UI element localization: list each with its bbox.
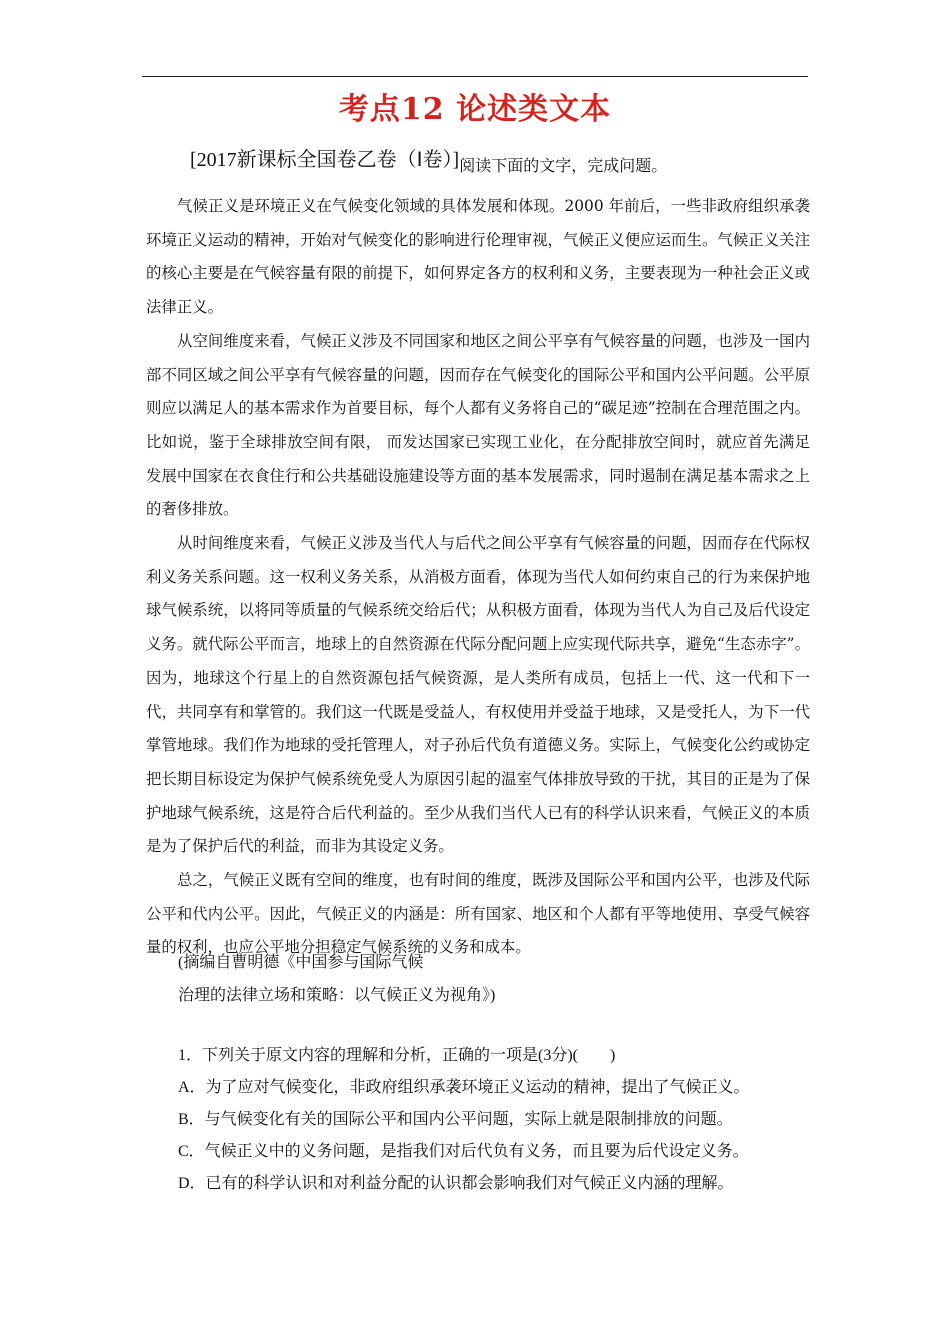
question-block bbox=[178, 1040, 818, 1200]
option-b: B．与气候变化有关的国际公平和国内公平问题，实际上就是限制排放的问题。 bbox=[178, 1111, 733, 1128]
passage-paragraph: 总之，气候正义既有空间的维度，也有时间的维度，既涉及国际公平和国内公平，也涉及代际公平和代内公平。因此，气候正义的内涵是：所有国家、地区和个人都有平等地使用、享受气候容量的权利，也应公平地分担稳定气候系统的义务和成本。 bbox=[146, 871, 810, 957]
citation-line: 治理的法律立场和策略：以气候正义为视角》) bbox=[178, 987, 496, 1004]
passage bbox=[146, 190, 810, 965]
passage-paragraph: 气候正义是环境正义在气候变化领域的具体发展和体现。2000 年前后，一些非政府组织承袭环境正义运动的精神，开始对气候变化的影响进行伦理审视，气候正义便应运而生。气候正义关注的核心主要是在气候容量有限的前提下，如何界定各方的权利和义务，主要表现为一种社会正义或法律正义。 bbox=[146, 197, 810, 317]
option-d: D．已有的科学认识和对利益分配的认识都会影响我们对气候正义内涵的理解。 bbox=[178, 1175, 734, 1192]
question-stem: 1．下列关于原文内容的理解和分析，正确的一项是(3分)( ) bbox=[178, 1047, 616, 1064]
passage-paragraph: 从空间维度来看，气候正义涉及不同国家和地区之间公平享有气候容量的问题，也涉及一国内部不同区域之间公平享有气候容量的问题，因而存在气候变化的国际公平和国内公平问题。公平原则应以满足人的基本需求作为首要目标，每个人都有义务将自己的“碳足迹”控制在合理范围之内。比如说，鉴于全球排放空间有限， 而发达国家已实现工业化，在分配排放空间时，就应首先满足发展中国家在衣食住行和公共基础设施建设等方面的基本发展需求，同时遏制在满足基本需求之上的奢侈排放。 bbox=[146, 331, 810, 519]
exam-source: [2017新课标全国卷乙卷（Ⅰ卷）] bbox=[190, 149, 460, 171]
citation bbox=[178, 946, 818, 1012]
passage-paragraph: 从时间维度来看，气候正义涉及当代人与后代之间公平享有气候容量的问题，因而存在代际权利义务关系问题。这一权利义务关系，从消极方面看，体现为当代人如何约束自己的行为来保护地球气候系统，以将同等质量的气候系统交给后代；从积极方面看，体现为当代人为自己及后代设定义务。就代际公平而言，地球上的自然资源在代际分配问题上应实现代际共享，避免“生态赤字”。因为，地球这个行星上的自然资源包括气候资源，是人类所有成员，包括上一代、这一代和下一代，共同享有和掌管的。我们这一代既是受益人，有权使用并受益于地球，又是受托人，为下一代掌管地球。我们作为地球的受托管理人，对子孙后代负有道德义务。实际上，气候变化公约或协定把长期目标设定为保护气候系统免受人为原因引起的温室气体排放导致的干扰，其目的正是为了保护地球气候系统，这是符合后代利益的。至少从我们当代人已有的科学认识来看，气候正义的本质是为了保护后代的利益，而非为其设定义务。 bbox=[146, 534, 810, 856]
citation-line: (摘编自曹明德《中国参与国际气候 bbox=[178, 954, 424, 971]
page-title: 考点12 论述类文本 bbox=[338, 92, 612, 127]
option-a: A．为了应对气候变化，非政府组织承袭环境正义运动的精神，提出了气候正义。 bbox=[178, 1079, 750, 1096]
source-line bbox=[190, 146, 667, 176]
option-c: C．气候正义中的义务问题，是指我们对后代负有义务，而且要为后代设定义务。 bbox=[178, 1143, 749, 1160]
top-rule bbox=[142, 76, 808, 77]
reading-instruction: 阅读下面的文字，完成问题。 bbox=[459, 158, 668, 175]
